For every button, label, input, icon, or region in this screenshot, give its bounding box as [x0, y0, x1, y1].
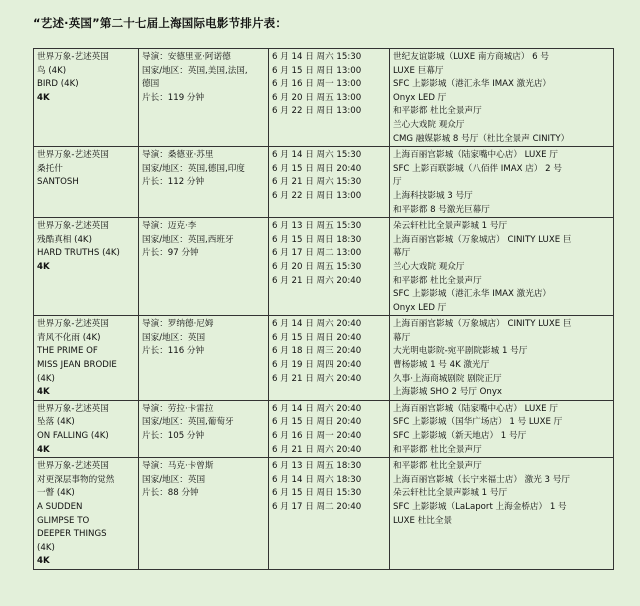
page-heading: “艺述·英国”第二十七届上海国际电影节排片表：: [33, 16, 288, 30]
film-title-line: GLIMPSE TO: [37, 515, 90, 526]
film-title-line: (4K): [37, 542, 55, 553]
venue-line: 兰心大戏院 观众厅: [393, 119, 465, 130]
film-title-line: SANTOSH: [37, 177, 79, 188]
film-info-line: 德国: [142, 79, 160, 90]
film-title-cell: [34, 49, 139, 147]
venue-line: 和平影都 杜比全景声厅: [393, 461, 482, 472]
film-info-cell: [139, 147, 269, 218]
venue-line: SFC 上影影城（国华广场店） 1 号 LUXE 厅: [393, 417, 563, 428]
schedule-table: [33, 48, 614, 570]
film-title-line: 世界万象-艺述英国: [37, 52, 109, 62]
showtimes-cell: [269, 49, 390, 147]
film-info-line: 导演：马克·卡曾斯: [142, 461, 214, 472]
venue-line: LUXE 杜比全景: [393, 515, 453, 526]
venues-cell: [390, 400, 614, 457]
showtime: 6 月 15 日 周日 18:30: [272, 234, 362, 245]
showtime: 6 月 14 日 周六 15:30: [272, 52, 362, 62]
film-info-line: 国家/地区：英国: [142, 474, 206, 485]
venue-line: 幕厅: [393, 332, 411, 343]
venue-line: SFC 上影百联影城（八佰伴 IMAX 店） 2 号: [393, 163, 562, 174]
film-info-line: 国家/地区：英国,德国,印度: [142, 163, 245, 174]
showtimes-cell: [269, 316, 390, 401]
film-info-line: 导演：劳拉·卡雷拉: [142, 403, 214, 414]
venue-line: 朵云轩杜比全景声影城 1 号厅: [393, 488, 508, 499]
venue-line: SFC 上影影城（港汇永华 IMAX 激光店）: [393, 289, 552, 300]
showtime: 6 月 22 日 周日 13:00: [272, 190, 362, 201]
showtime: 6 月 13 日 周五 18:30: [272, 461, 362, 472]
film-title-line: HARD TRUTHS (4K): [37, 248, 120, 259]
film-title-line: MISS JEAN BRODIE: [37, 360, 117, 371]
venue-line: 曹杨影城 1 号 4K 激光厅: [393, 360, 490, 371]
showtime: 6 月 17 日 周二 13:00: [272, 248, 362, 259]
film-title-line: 残酷真相 (4K): [37, 234, 92, 245]
film-row: [34, 458, 614, 570]
venue-line: 上海百丽宫影城（万象城店） CINITY LUXE 巨: [393, 234, 572, 245]
venue-line: 上海百丽宫影城（陆家嘴中心店） LUXE 厅: [393, 403, 558, 414]
venue-line: 厅: [393, 177, 402, 188]
film-title-cell: [34, 400, 139, 457]
film-title-line: 世界万象-艺述英国: [37, 461, 109, 472]
film-title-line: 对更深层事物的觉然: [37, 474, 115, 485]
venue-line: 世纪友谊影城（LUXE 南方商城店） 6 号: [393, 52, 549, 62]
venue-line: 上海科技影城 3 号厅: [393, 190, 473, 201]
showtime: 6 月 15 日 周日 20:40: [272, 332, 362, 343]
film-info-line: 国家/地区：英国,美国,法国,: [142, 65, 248, 76]
venue-line: 上海影城 SHO 2 号厅 Onyx: [393, 387, 503, 398]
showtimes-cell: [269, 400, 390, 457]
film-title-line: THE PRIME OF: [37, 346, 98, 357]
film-title-line: 世界万象-艺述英国: [37, 221, 109, 232]
film-row: [34, 218, 614, 316]
film-info-cell: [139, 458, 269, 570]
film-title-line: 桑托什: [37, 163, 63, 174]
film-info-line: 国家/地区：英国,葡萄牙: [142, 417, 234, 428]
showtime: 6 月 15 日 周日 20:40: [272, 417, 362, 428]
showtime: 6 月 21 日 周六 20:40: [272, 275, 362, 286]
venue-line: 和平影都 8 号激光巨幕厅: [393, 204, 490, 215]
format-badge: 4K: [37, 261, 50, 272]
showtime: 6 月 15 日 周日 13:00: [272, 65, 362, 76]
showtime: 6 月 14 日 周六 20:40: [272, 319, 362, 330]
venue-line: Onyx LED 厅: [393, 92, 447, 103]
showtime: 6 月 16 日 周一 20:40: [272, 431, 362, 442]
film-title-line: 世界万象-艺述英国: [37, 150, 109, 161]
film-title-line: 坠落 (4K): [37, 417, 75, 428]
showtime: 6 月 21 日 周六 15:30: [272, 177, 362, 188]
venues-cell: [390, 49, 614, 147]
film-row: [34, 49, 614, 147]
film-title-cell: [34, 316, 139, 401]
venue-line: 朵云轩杜比全景声影城 1 号厅: [393, 221, 508, 232]
film-info-line: 片长：97 分钟: [142, 248, 199, 259]
film-title-line: DEEPER THINGS: [37, 529, 107, 540]
film-info-line: 导演：安德里亚·阿诺德: [142, 52, 231, 62]
showtime: 6 月 21 日 周六 20:40: [272, 373, 362, 384]
film-row: [34, 400, 614, 457]
film-info-line: 国家/地区：英国: [142, 332, 206, 343]
showtime: 6 月 15 日 周日 15:30: [272, 488, 362, 499]
showtime: 6 月 14 日 周六 15:30: [272, 150, 362, 161]
venue-line: Onyx LED 厅: [393, 302, 447, 313]
film-title-line: 世界万象-艺述英国: [37, 403, 109, 414]
venue-line: 上海百丽宫影城（长宁来福士店） 激光 3 号厅: [393, 474, 570, 485]
film-title-cell: [34, 147, 139, 218]
film-info-line: 导演：迈克·李: [142, 221, 197, 232]
venue-line: 上海百丽宫影城（陆家嘴中心店） LUXE 厅: [393, 150, 558, 161]
venue-line: LUXE 巨幕厅: [393, 65, 444, 76]
film-title-line: A SUDDEN: [37, 502, 83, 512]
venues-cell: [390, 147, 614, 218]
venue-line: 兰心大戏院 观众厅: [393, 261, 465, 272]
format-badge: 4K: [37, 387, 50, 398]
venue-line: 上海百丽宫影城（万象城店） CINITY LUXE 巨: [393, 319, 572, 330]
film-info-cell: [139, 49, 269, 147]
venue-line: SFC 上影影城（港汇永华 IMAX 激光店）: [393, 79, 552, 90]
film-title-cell: [34, 218, 139, 316]
venue-line: 久事·上海商城剧院 剧院正厅: [393, 373, 502, 384]
showtime: 6 月 17 日 周二 20:40: [272, 502, 362, 512]
film-info-cell: [139, 400, 269, 457]
film-title-line: 青风不化雨 (4K): [37, 332, 101, 343]
film-title-line: (4K): [37, 373, 55, 384]
venue-line: CMG 融媒影城 8 号厅（杜比全景声 CINITY）: [393, 133, 570, 144]
venues-cell: [390, 458, 614, 570]
film-info-cell: [139, 316, 269, 401]
venues-cell: [390, 218, 614, 316]
showtime: 6 月 18 日 周三 20:40: [272, 346, 362, 357]
showtime: 6 月 20 日 周五 15:30: [272, 261, 362, 272]
film-info-cell: [139, 218, 269, 316]
film-info-line: 导演：罗纳德·尼姆: [142, 319, 214, 330]
format-badge: 4K: [37, 92, 50, 103]
format-badge: 4K: [37, 444, 50, 455]
showtimes-cell: [269, 147, 390, 218]
showtimes-cell: [269, 218, 390, 316]
showtime: 6 月 20 日 周五 13:00: [272, 92, 362, 103]
film-title-line: 世界万象-艺述英国: [37, 319, 109, 330]
film-info-line: 导演：桑德亚·苏里: [142, 150, 214, 161]
venue-line: 和平影都 杜比全景声厅: [393, 444, 482, 455]
showtime: 6 月 21 日 周六 20:40: [272, 444, 362, 455]
format-badge: 4K: [37, 556, 50, 567]
showtime: 6 月 14 日 周六 20:40: [272, 403, 362, 414]
showtime: 6 月 14 日 周六 18:30: [272, 474, 362, 485]
film-info-line: 片长：116 分钟: [142, 346, 205, 357]
showtime: 6 月 19 日 周四 20:40: [272, 360, 362, 371]
film-title-line: 鸟 (4K): [37, 65, 67, 76]
showtimes-cell: [269, 458, 390, 570]
venue-line: 大光明电影院-宛平剧院影城 1 号厅: [393, 346, 528, 357]
venue-line: SFC 上影影城（新天地店） 1 号厅: [393, 431, 527, 442]
venue-line: 和平影都 杜比全景声厅: [393, 106, 482, 117]
film-info-line: 片长：119 分钟: [142, 92, 205, 103]
film-info-line: 国家/地区：英国,西班牙: [142, 234, 234, 245]
showtime: 6 月 13 日 周五 15:30: [272, 221, 362, 232]
film-info-line: 片长：112 分钟: [142, 177, 205, 188]
venue-line: 和平影都 杜比全景声厅: [393, 275, 482, 286]
venues-cell: [390, 316, 614, 401]
film-row: [34, 147, 614, 218]
film-info-line: 片长：88 分钟: [142, 488, 199, 499]
film-row: [34, 316, 614, 401]
venue-line: SFC 上影影城（LaLaport 上海金桥店） 1 号: [393, 502, 567, 512]
showtime: 6 月 15 日 周日 20:40: [272, 163, 362, 174]
showtime: 6 月 16 日 周一 13:00: [272, 79, 362, 90]
film-title-line: BIRD (4K): [37, 79, 79, 90]
film-info-line: 片长：105 分钟: [142, 431, 205, 442]
showtime: 6 月 22 日 周日 13:00: [272, 106, 362, 117]
film-title-line: 一瞥 (4K): [37, 488, 75, 499]
film-title-line: ON FALLING (4K): [37, 431, 109, 442]
film-title-cell: [34, 458, 139, 570]
venue-line: 幕厅: [393, 248, 411, 259]
